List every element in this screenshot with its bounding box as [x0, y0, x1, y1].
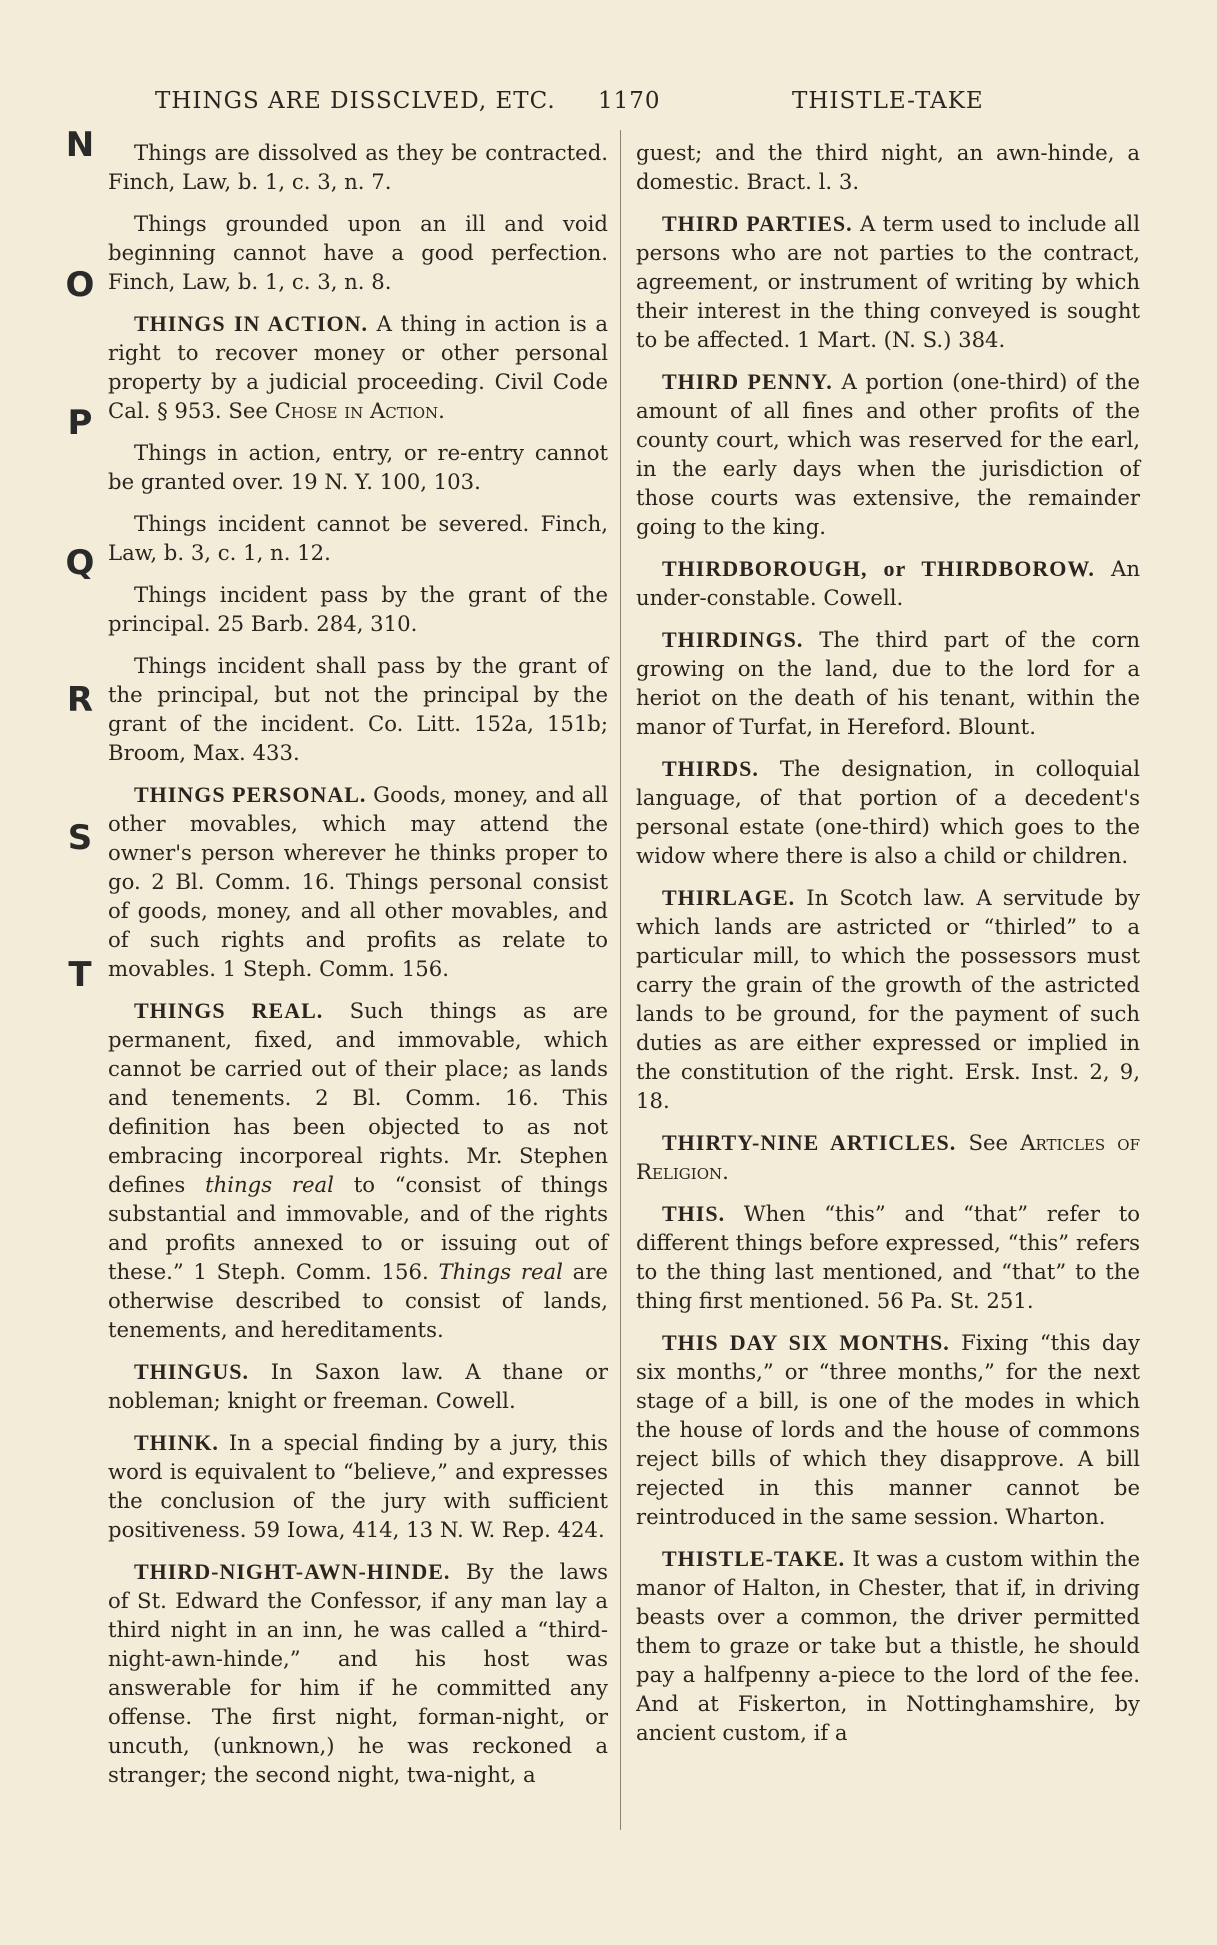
thumb-index-letter: R [66, 680, 94, 720]
entry-text: guest; and the third night, an awn-hinde, a domestic. Bract. l. 3. [636, 140, 1140, 194]
entry-term: THISTLE-TAKE. [662, 1546, 846, 1571]
entry-text: Things grounded upon an ill and void beginning cannot have a good perfection. Finch, Law, b. 1, c. 3, n. 8. [108, 211, 608, 294]
entry-term: THIRD PENNY. [662, 369, 833, 394]
entry-text: A thing in action is a right to recover money or other personal property by a judicial proceeding. Civil Code Cal. § 953. See [108, 311, 608, 423]
definition-entry [636, 754, 1140, 870]
definition-entry [636, 1328, 1140, 1531]
definition-entry [636, 1128, 1140, 1186]
entry-term: THINGS IN ACTION. [134, 311, 369, 336]
page-number: 1170 [598, 88, 661, 114]
entry-text: Fixing “this day six months,” or “three months,” for the next stage of a bill, is one of the modes in which the house of lords and the house of commons reject bills of which they disapprove. A bill rejected in this manner cannot be reintroduced in the same session. Wharton. [636, 1330, 1140, 1529]
definition-entry [108, 1557, 608, 1789]
entry-text: A term used to include all persons who are not parties to the contract, agreement, or instrument of writing by which their interest in the thing conveyed is sought to be affected. 1 Mart. (N. S.) 384. [636, 211, 1140, 352]
entry-text: Such things as are permanent, fixed, and immovable, which cannot be carried out of their place; as lands and tenements. 2 Bl. Comm. 16. This definition has been objected to as not embracing incorporeal rights. Mr. Stephen defines [108, 998, 608, 1197]
header-right-guideword: THISTLE-TAKE [792, 88, 984, 114]
entry-text: In Scotch law. A servitude by which lands are astricted or “thirled” to a particular mill, to which the possessors must carry the grain of the growth of the astricted lands to be ground, for the payment of such duties as are either expressed or implied in the constitution of the right. Ersk. Inst. 2, 9, 18. [636, 885, 1140, 1113]
maxim-entry [108, 438, 608, 496]
column-divider [620, 130, 621, 1830]
entry-term: THIRLAGE. [662, 885, 796, 910]
maxim-entry [108, 580, 608, 638]
entry-text: By the laws of St. Edward the Confessor, if any man lay a third night in an inn, he was called a “third-night-awn-hinde,” and his host was answerable for him if he committed any offense. The first night, forman-night, or uncuth, (unknown,) he was reckoned a stranger; the second night, twa-night, a [108, 1559, 608, 1787]
thumb-index-letter: S [67, 818, 93, 858]
entry-text: When “this” and “that” refer to different things before expressed, “this” refers to the thing last mentioned, and “that” to the thing first mentioned. 56 Pa. St. 251. [636, 1201, 1140, 1313]
entry-text: Things incident pass by the grant of the principal. 25 Barb. 284, 310. [108, 582, 608, 636]
maxim-entry [108, 509, 608, 567]
definition-entry [108, 996, 608, 1344]
entry-term: THINK. [134, 1430, 219, 1455]
definition-entry [636, 883, 1140, 1115]
entry-term: THINGS REAL. [134, 998, 324, 1023]
definition-entry [108, 1428, 608, 1544]
entry-text: are otherwise described to consist of lands, tenements, and hereditaments. [108, 1259, 608, 1342]
italic-term: things real [205, 1172, 334, 1197]
cross-reference: Chose in Action. [274, 398, 445, 423]
entry-text: Things are dissolved as they be contracted. Finch, Law, b. 1, c. 3, n. 7. [108, 140, 608, 194]
entry-text: In Saxon law. A thane or nobleman; knight or freeman. Cowell. [108, 1359, 608, 1413]
continued-entry [636, 138, 1140, 196]
definition-entry [108, 309, 608, 425]
entry-term: THIS. [662, 1201, 726, 1226]
definition-entry [636, 367, 1140, 541]
definition-entry [636, 554, 1140, 612]
entry-term: THINGS PERSONAL. [134, 782, 367, 807]
entry-text: to “consist of things substantial and immovable, and of the rights and profits annexed to or issuing out of these.” 1 Steph. Comm. 156. [108, 1172, 608, 1284]
entry-text: Things in action, entry, or re-entry cannot be granted over. 19 N. Y. 100, 103. [108, 440, 608, 494]
entry-text: Things incident shall pass by the grant of the principal, but not the principal by the grant of the incident. Co. Litt. 152a, 151b; Broom, Max. 433. [108, 653, 608, 765]
entry-term: THINGUS. [134, 1359, 249, 1384]
thumb-index [60, 125, 100, 995]
definition-entry [636, 1199, 1140, 1315]
left-column [108, 138, 608, 1802]
definition-entry [108, 1357, 608, 1415]
header-left-guideword: THINGS ARE DISSCLVED, ETC. [155, 88, 556, 114]
thumb-index-letter: O [65, 265, 95, 305]
maxim-entry [108, 209, 608, 296]
entry-term: THIRD PARTIES. [662, 211, 853, 236]
definition-entry [636, 1544, 1140, 1747]
entry-text: An under-constable. Cowell. [636, 556, 1140, 610]
right-column [636, 138, 1140, 1760]
thumb-index-letter: Q [65, 543, 95, 583]
definition-entry [108, 780, 608, 983]
thumb-index-letter: P [67, 403, 93, 443]
entry-text: Things incident cannot be severed. Finch, Law, b. 3, c. 1, n. 12. [108, 511, 608, 565]
entry-term: THIRDBOROUGH, or THIRDBOROW. [662, 556, 1095, 581]
entry-term: THIRDINGS. [662, 627, 804, 652]
maxim-entry [108, 138, 608, 196]
entry-term: THIRTY-NINE ARTICLES. [662, 1130, 957, 1155]
entry-term: THIS DAY SIX MONTHS. [662, 1330, 950, 1355]
entry-text: In a special finding by a jury, this word is equivalent to “believe,” and expresses the conclusion of the jury with sufficient positiveness. 59 Iowa, 414, 13 N. W. Rep. 424. [108, 1430, 608, 1542]
entry-text: The third part of the corn growing on the land, due to the lord for a heriot on the death of his tenant, within the manor of Turfat, in Hereford. Blount. [636, 627, 1140, 739]
maxim-entry [108, 651, 608, 767]
entry-text: It was a custom within the manor of Halton, in Chester, that if, in driving beasts over a common, the driver permitted them to graze or take but a thistle, he should pay a halfpenny a-piece to the lord of the fee. And at Fiskerton, in Nottinghamshire, by ancient custom, if a [636, 1546, 1140, 1745]
thumb-index-letter: N [65, 125, 95, 165]
definition-entry [636, 209, 1140, 354]
thumb-index-letter: T [68, 955, 92, 995]
cross-reference: Articles of Religion. [636, 1130, 1140, 1184]
entry-text: See [968, 1130, 1009, 1155]
definition-entry [636, 625, 1140, 741]
entry-text: A portion (one-third) of the amount of all fines and other profits of the county court, which was reserved for the earl, in the early days when the jurisdiction of those courts was extensive, the remainder going to the king. [636, 369, 1140, 539]
entry-text: Goods, money, and all other movables, which may attend the owner's person wherever he thinks proper to go. 2 Bl. Comm. 16. Things personal consist of goods, money, and all other movables, and of such rights and profits as relate to movables. 1 Steph. Comm. 156. [108, 782, 608, 981]
italic-term: Things real [438, 1259, 563, 1284]
running-header [0, 88, 1217, 122]
entry-text: The designation, in colloquial language, of that portion of a decedent's personal estate (one-third) which goes to the widow where there is also a child or children. [636, 756, 1140, 868]
entry-term: THIRD-NIGHT-AWN-HINDE. [134, 1559, 451, 1584]
entry-term: THIRDS. [662, 756, 759, 781]
